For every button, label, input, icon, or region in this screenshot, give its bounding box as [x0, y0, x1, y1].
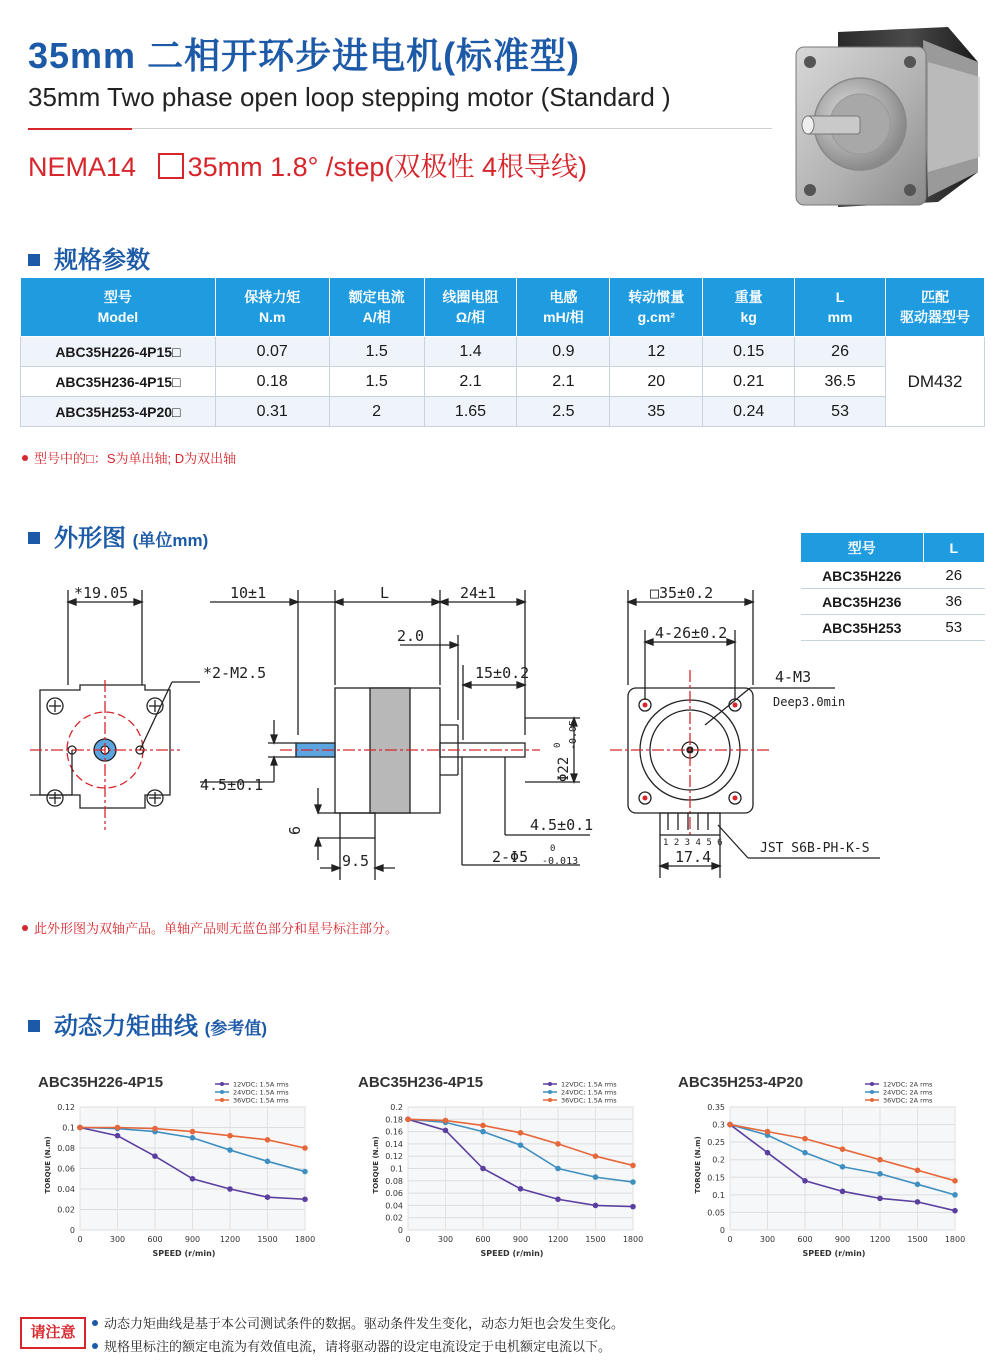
- data-point: [480, 1123, 486, 1129]
- y-tick-label: 0.15: [707, 1173, 725, 1183]
- length-header-row: [801, 533, 985, 563]
- data-point: [190, 1129, 196, 1135]
- cell-driver: DM432: [886, 337, 985, 427]
- y-tick-label: 0.1: [62, 1123, 75, 1133]
- legend-marker: [548, 1098, 552, 1102]
- data-point: [802, 1136, 808, 1142]
- front-view-left: [30, 590, 200, 830]
- dim-label: 1 2 3 4 5 6: [663, 838, 723, 848]
- data-point: [840, 1189, 846, 1195]
- dim-label: -0.05: [568, 719, 579, 750]
- legend-label: 36VDC; 2A rms: [883, 1096, 933, 1105]
- x-tick-label: 0: [405, 1235, 411, 1244]
- y-tick-label: 0.1: [390, 1164, 403, 1174]
- cell-inductance: 0.9: [517, 337, 610, 367]
- notice-line: 规格里标注的额定电流为有效值电流，请将驱动器的设定电流设定于电机额定电流以下。: [92, 1336, 611, 1355]
- data-point: [302, 1169, 308, 1175]
- subtitle-rest: 35mm 1.8° /step(双极性 4根导线): [187, 152, 587, 182]
- x-tick-label: 900: [512, 1235, 529, 1244]
- y-tick-label: 0.14: [385, 1139, 403, 1149]
- x-tick-label: 1500: [907, 1235, 928, 1244]
- specs-heading: 规格参数: [28, 240, 150, 275]
- cell-current: 2: [329, 397, 424, 427]
- cell-current: 1.5: [329, 337, 424, 367]
- dim-label: JST S6B-PH-K-S: [760, 841, 870, 856]
- x-tick-label: 1800: [944, 1235, 966, 1244]
- y-tick-label: 0.02: [57, 1205, 75, 1215]
- x-tick-label: 1200: [547, 1235, 569, 1244]
- data-point: [630, 1204, 636, 1210]
- data-point: [555, 1141, 561, 1147]
- cell-weight: 0.24: [703, 397, 795, 427]
- data-point: [265, 1194, 271, 1200]
- page-title: 35mm 二相开环步进电机(标准型): [28, 35, 581, 76]
- col-header-torque: 保持力矩 N.m: [215, 278, 329, 337]
- cell-torque: 0.18: [215, 367, 329, 397]
- dim-label: □35±0.2: [650, 584, 714, 602]
- section-square-icon: [28, 532, 40, 544]
- data-point: [915, 1182, 921, 1188]
- x-tick-label: 900: [184, 1235, 201, 1244]
- legend-marker: [220, 1082, 224, 1086]
- legend-marker: [548, 1082, 552, 1086]
- bullet-icon: [22, 925, 28, 931]
- legend-label: 12VDC; 2A rms: [883, 1080, 933, 1089]
- data-point: [190, 1176, 196, 1182]
- data-point: [765, 1150, 771, 1156]
- legend-label: 36VDC; 1.5A rms: [233, 1096, 289, 1105]
- x-tick-label: 300: [437, 1235, 454, 1244]
- legend-label: 36VDC; 1.5A rms: [561, 1096, 617, 1105]
- notice-line: 动态力矩曲线是基于本公司测试条件的数据。驱动条件发生变化，动态力矩也会发生变化。: [92, 1313, 624, 1332]
- data-point: [518, 1186, 524, 1192]
- cell-length: 26: [795, 337, 886, 367]
- x-tick-label: 600: [147, 1235, 163, 1244]
- cell-model: ABC35H236-4P15□: [21, 367, 216, 397]
- data-point: [443, 1118, 449, 1124]
- data-point: [115, 1133, 121, 1139]
- subtitle: [28, 145, 587, 184]
- y-axis-label: TORQUE (N.m): [44, 1136, 52, 1194]
- dim-label: 4-26±0.2: [655, 624, 728, 642]
- y-tick-label: 0.16: [385, 1127, 403, 1137]
- torque-chart-2: [358, 1080, 658, 1265]
- data-point: [518, 1130, 524, 1136]
- legend-label: 24VDC; 2A rms: [883, 1088, 933, 1097]
- subtitle-prefix: NEMA14: [28, 152, 137, 182]
- outline-heading: 外形图 (单位mm): [28, 518, 208, 553]
- y-tick-label: 0.1: [712, 1190, 725, 1200]
- cell-model: ABC35H253-4P20□: [21, 397, 216, 427]
- y-tick-label: 0.02: [385, 1213, 403, 1223]
- col-header-inductance: 电感 mH/相: [517, 278, 610, 337]
- y-tick-label: 0.2: [712, 1155, 725, 1165]
- cell-inductance: 2.5: [517, 397, 610, 427]
- dim-label: Φ22: [556, 756, 572, 782]
- outline-drawing: [0, 560, 1000, 900]
- legend-marker: [220, 1090, 224, 1094]
- dim-label: 0: [550, 844, 556, 854]
- x-tick-label: 1800: [294, 1235, 316, 1244]
- cell-length: 53: [923, 615, 985, 641]
- torque-chart-3: [680, 1080, 980, 1265]
- data-point: [227, 1186, 233, 1192]
- y-tick-label: 0.2: [390, 1103, 403, 1112]
- data-point: [840, 1164, 846, 1170]
- square-icon: [158, 153, 184, 179]
- cell-inertia: 35: [610, 397, 703, 427]
- spec-header-row: [21, 278, 985, 337]
- table-row: [21, 337, 985, 367]
- y-tick-label: 0.18: [385, 1115, 403, 1125]
- legend-label: 12VDC; 1.5A rms: [233, 1080, 289, 1089]
- legend-marker: [548, 1090, 552, 1094]
- y-tick-label: 0.3: [712, 1120, 725, 1130]
- cell-model: ABC35H226: [801, 563, 924, 589]
- data-point: [555, 1166, 561, 1172]
- data-point: [802, 1178, 808, 1184]
- cell-length: 36.5: [795, 367, 886, 397]
- x-tick-label: 0: [77, 1235, 83, 1244]
- cell-model: ABC35H253: [801, 615, 924, 641]
- data-point: [555, 1196, 561, 1202]
- spec-table: [20, 277, 985, 427]
- data-point: [877, 1157, 883, 1163]
- data-point: [593, 1153, 599, 1159]
- cell-weight: 0.15: [703, 337, 795, 367]
- cell-resistance: 1.4: [424, 337, 517, 367]
- dimension-labels: [74, 584, 870, 870]
- data-point: [518, 1142, 524, 1148]
- data-point: [480, 1129, 486, 1135]
- cell-length: 26: [923, 563, 985, 589]
- data-point: [152, 1126, 158, 1132]
- dim-label: 10±1: [230, 584, 267, 602]
- x-tick-label: 900: [834, 1235, 851, 1244]
- data-point: [115, 1125, 121, 1131]
- legend-marker: [220, 1098, 224, 1102]
- legend-label: 24VDC; 1.5A rms: [561, 1088, 617, 1097]
- title-divider: [132, 128, 772, 129]
- data-point: [877, 1196, 883, 1202]
- x-tick-label: 1500: [257, 1235, 278, 1244]
- x-tick-label: 0: [727, 1235, 733, 1244]
- notice-label: 请注意: [20, 1317, 86, 1349]
- y-tick-label: 0.08: [385, 1176, 403, 1186]
- dim-label: -0.013: [542, 856, 579, 867]
- dim-label: 2.0: [397, 627, 425, 645]
- data-point: [952, 1178, 958, 1184]
- data-point: [265, 1159, 271, 1165]
- dim-label: 17.4: [675, 848, 712, 866]
- y-axis-label: TORQUE (N.m): [694, 1136, 702, 1194]
- dim-label: *2-M2.5: [203, 664, 267, 682]
- x-axis-label: SPEED (r/min): [480, 1249, 544, 1258]
- dim-label: 2-Φ5: [492, 848, 529, 866]
- col-header-current: 额定电流 A/相: [329, 278, 424, 337]
- cell-length: 53: [795, 397, 886, 427]
- section-square-icon: [28, 254, 40, 266]
- x-tick-label: 600: [797, 1235, 813, 1244]
- cell-torque: 0.31: [215, 397, 329, 427]
- cell-model: ABC35H236: [801, 589, 924, 615]
- data-point: [190, 1135, 196, 1141]
- motor-photo: [788, 22, 988, 218]
- legend-marker: [870, 1082, 874, 1086]
- y-tick-label: 0.12: [385, 1152, 403, 1162]
- x-tick-label: 600: [475, 1235, 491, 1244]
- y-tick-label: 0.06: [57, 1164, 75, 1174]
- data-point: [630, 1163, 636, 1169]
- page-title-english: 35mm Two phase open loop stepping motor (Standard ): [28, 82, 671, 112]
- y-axis-label: TORQUE (N.m): [372, 1136, 380, 1194]
- cell-resistance: 2.1: [424, 367, 517, 397]
- data-point: [840, 1146, 846, 1152]
- bullet-icon: [22, 455, 28, 461]
- data-point: [265, 1137, 271, 1143]
- dim-label: Deep3.0min: [773, 695, 846, 709]
- y-tick-label: 0: [69, 1226, 75, 1235]
- length-col-L: L: [923, 533, 985, 563]
- chart-title: ABC35H253-4P20: [678, 1074, 804, 1091]
- x-tick-label: 1200: [219, 1235, 241, 1244]
- data-point: [152, 1153, 158, 1159]
- col-header-model: 型号 Model: [21, 278, 216, 337]
- data-point: [227, 1147, 233, 1153]
- legend-marker: [870, 1098, 874, 1102]
- x-tick-label: 1200: [869, 1235, 891, 1244]
- dim-label: 4-M3: [775, 668, 812, 686]
- cell-weight: 0.21: [703, 367, 795, 397]
- length-col-model: 型号: [801, 533, 924, 563]
- dim-label: 6: [286, 825, 304, 835]
- x-tick-label: 1500: [585, 1235, 606, 1244]
- y-tick-label: 0: [397, 1226, 403, 1235]
- col-header-inertia: 转动惯量 g.cm²: [610, 278, 703, 337]
- data-point: [593, 1174, 599, 1180]
- y-tick-label: 0.25: [707, 1138, 725, 1148]
- data-point: [915, 1167, 921, 1173]
- col-header-weight: 重量 kg: [703, 278, 795, 337]
- dim-label: 24±1: [460, 584, 497, 602]
- y-tick-label: 0.12: [57, 1103, 75, 1112]
- cell-model: ABC35H226-4P15□: [21, 337, 216, 367]
- x-tick-label: 300: [109, 1235, 126, 1244]
- y-tick-label: 0.35: [707, 1103, 725, 1112]
- col-header-resistance: 线圈电阻 Ω/相: [424, 278, 517, 337]
- data-point: [765, 1129, 771, 1135]
- y-tick-label: 0.08: [57, 1144, 75, 1153]
- y-tick-label: 0.04: [385, 1201, 403, 1211]
- dim-label: 4.5±0.1: [530, 816, 594, 834]
- data-point: [877, 1171, 883, 1177]
- data-point: [227, 1133, 233, 1139]
- dim-label: *19.05: [74, 584, 129, 602]
- data-point: [952, 1192, 958, 1198]
- torque-chart-1: [30, 1080, 330, 1265]
- curves-heading: 动态力矩曲线 (参考值): [28, 1006, 267, 1041]
- cell-inertia: 20: [610, 367, 703, 397]
- y-tick-label: 0.05: [707, 1208, 725, 1218]
- data-point: [77, 1125, 83, 1131]
- dim-label: 4.5±0.1: [200, 776, 264, 794]
- table-row: [21, 397, 985, 427]
- side-view: [200, 590, 590, 880]
- y-tick-label: 0.04: [57, 1185, 75, 1194]
- bullet-icon: [92, 1320, 98, 1326]
- y-tick-label: 0: [719, 1226, 725, 1235]
- dim-label: L: [380, 584, 390, 602]
- data-point: [593, 1203, 599, 1209]
- spec-note: 型号中的□：S为单出轴; D为双出轴: [22, 448, 236, 467]
- x-tick-label: 1800: [622, 1235, 644, 1244]
- data-point: [302, 1196, 308, 1202]
- x-tick-label: 300: [759, 1235, 776, 1244]
- data-point: [480, 1166, 486, 1172]
- chart-title: ABC35H236-4P15: [358, 1074, 484, 1091]
- dim-label: 15±0.2: [475, 664, 530, 682]
- cell-inertia: 12: [610, 337, 703, 367]
- cell-length: 36: [923, 589, 985, 615]
- y-tick-label: 0.06: [385, 1189, 403, 1199]
- front-view-right: [610, 590, 880, 878]
- data-point: [952, 1208, 958, 1214]
- cell-resistance: 1.65: [424, 397, 517, 427]
- data-point: [302, 1145, 308, 1151]
- data-point: [630, 1179, 636, 1185]
- data-point: [915, 1199, 921, 1205]
- x-axis-label: SPEED (r/min): [802, 1249, 866, 1258]
- cell-current: 1.5: [329, 367, 424, 397]
- dim-label: 9.5: [342, 852, 370, 870]
- data-point: [727, 1122, 733, 1128]
- cell-torque: 0.07: [215, 337, 329, 367]
- col-header-length: L mm: [795, 278, 886, 337]
- title-accent-rule: [28, 128, 132, 130]
- chart-title: ABC35H226-4P15: [38, 1074, 164, 1091]
- outline-note: 此外形图为双轴产品。单轴产品则无蓝色部分和星号标注部分。: [22, 918, 398, 937]
- data-point: [405, 1117, 411, 1123]
- data-point: [443, 1128, 449, 1134]
- legend-label: 24VDC; 1.5A rms: [233, 1088, 289, 1097]
- x-axis-label: SPEED (r/min): [152, 1249, 216, 1258]
- dim-label: 0: [553, 742, 563, 748]
- cell-inductance: 2.1: [517, 367, 610, 397]
- table-row: [21, 367, 985, 397]
- data-point: [802, 1150, 808, 1156]
- section-square-icon: [28, 1020, 40, 1032]
- col-header-driver: 匹配 驱动器型号: [886, 278, 985, 337]
- bullet-icon: [92, 1343, 98, 1349]
- legend-label: 12VDC; 1.5A rms: [561, 1080, 617, 1089]
- legend-marker: [870, 1090, 874, 1094]
